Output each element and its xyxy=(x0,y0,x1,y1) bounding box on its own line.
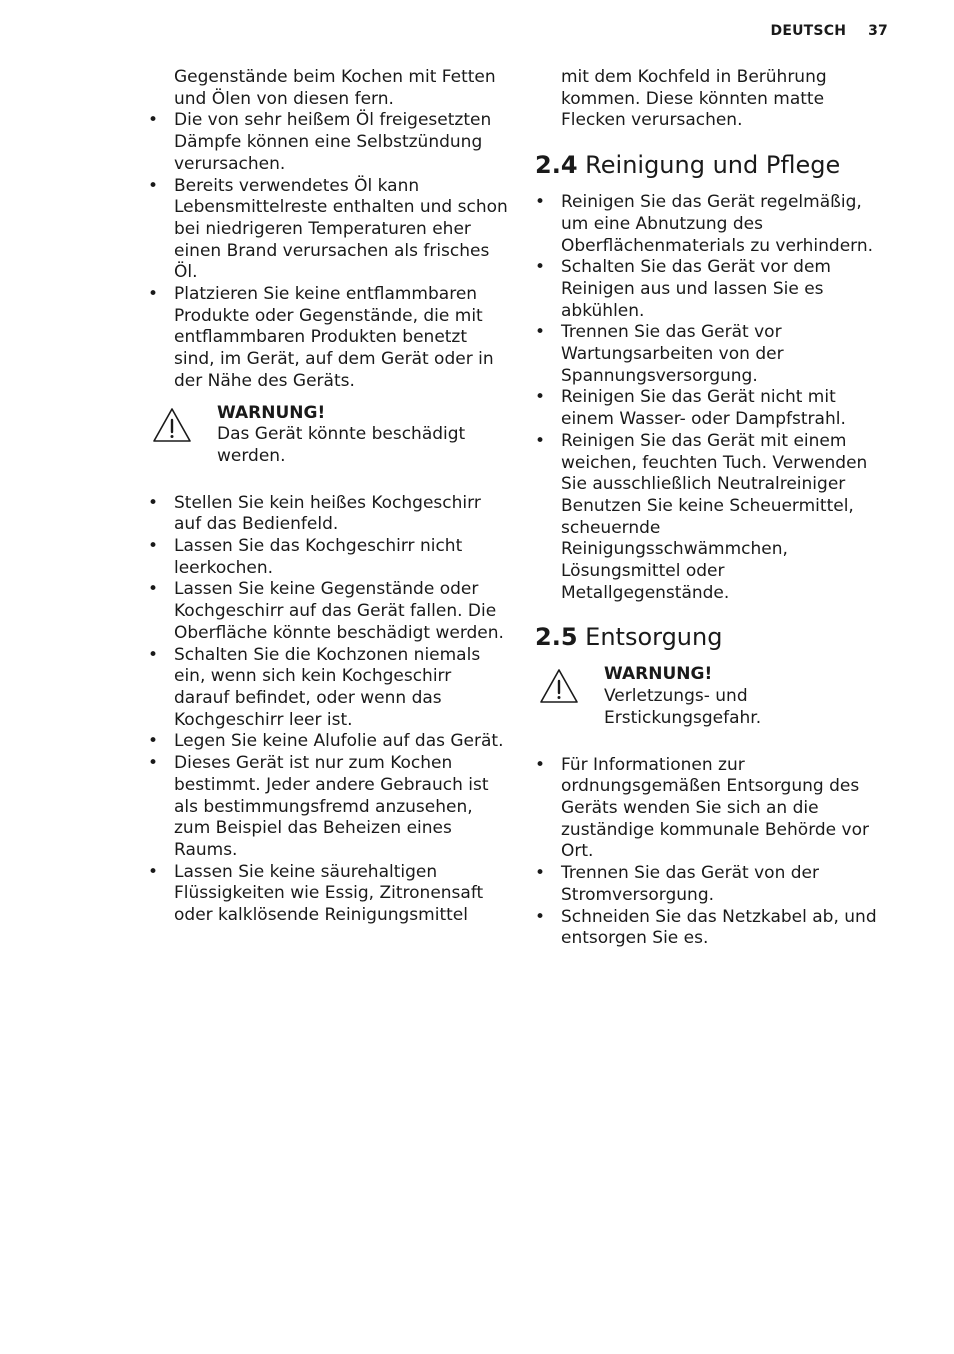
list-item: • Schalten Sie die Kochzonen niemals ein, wenn sich kein Kochgeschirr darauf befindet, oder wenn das Kochgeschirr leer ist. xyxy=(148,645,508,732)
list-item: • Trennen Sie das Gerät von der Stromversorgung. xyxy=(535,863,885,906)
list-item: • Schneiden Sie das Netzkabel ab, und entsorgen Sie es. xyxy=(535,907,885,950)
list-item: • Reinigen Sie das Gerät nicht mit einem Wasser- oder Dampfstrahl. xyxy=(535,387,885,430)
continuation-text: Gegenstände beim Kochen mit Fetten und Ölen von diesen fern. xyxy=(174,67,496,109)
right-column xyxy=(535,67,885,950)
bullet-list xyxy=(148,110,508,392)
list-item: • Legen Sie keine Alufolie auf das Gerät. xyxy=(148,731,508,753)
list-item: • Lassen Sie keine säurehaltigen Flüssigkeiten wie Essig, Zitronensaft oder kalklösende Reinigungsmittel xyxy=(148,862,508,927)
list-item: • Trennen Sie das Gerät vor Wartungsarbeiten von der Spannungsversorgung. xyxy=(535,322,885,387)
bullet-list xyxy=(535,192,885,604)
warning-title: WARNUNG! xyxy=(604,664,713,685)
section-number: 2.4 xyxy=(535,151,578,180)
page-number: 37 xyxy=(868,23,888,39)
list-item: • Lassen Sie das Kochgeschirr nicht leerkochen. xyxy=(148,536,508,579)
list-item: • Stellen Sie kein heißes Kochgeschirr auf das Bedienfeld. xyxy=(148,493,508,536)
section-title: Reinigung und Pflege xyxy=(585,151,841,180)
list-item: • Lassen Sie keine Gegenstände oder Kochgeschirr auf das Gerät fallen. Die Oberfläche könnte beschädigt werden. xyxy=(148,579,508,644)
warning-icon xyxy=(152,407,192,443)
bullet-list xyxy=(148,493,508,927)
warning-title: WARNUNG! xyxy=(217,402,326,423)
section-heading-disposal xyxy=(535,622,885,652)
warning-box xyxy=(148,403,508,468)
warning-text: Das Gerät könnte beschädigt werden. xyxy=(217,424,466,466)
list-item: • Bereits verwendetes Öl kann Lebensmittelreste enthalten und schon bei niedrigeren Temperaturen eher einen Brand verursachen als frisches Öl. xyxy=(148,176,508,285)
warning-icon xyxy=(539,668,579,704)
list-item: • Für Informationen zur ordnungsgemäßen Entsorgung des Geräts wenden Sie sich an die zuständige kommunale Behörde vor Ort. xyxy=(535,755,885,864)
list-item: • Dieses Gerät ist nur zum Kochen bestimmt. Jeder andere Gebrauch ist als bestimmungsfremd anzusehen, zum Beispiel das Beheizen eines Raums. xyxy=(148,753,508,862)
section-heading-cleaning xyxy=(535,150,885,180)
page-header xyxy=(771,23,888,39)
list-item: • Schalten Sie das Gerät vor dem Reinigen aus und lassen Sie es abkühlen. xyxy=(535,257,885,322)
section-number: 2.5 xyxy=(535,623,578,652)
list-item: • Reinigen Sie das Gerät mit einem weichen, feuchten Tuch. Verwenden Sie ausschließlich Neutralreiniger Benutzen Sie keine Scheuermittel, scheuernde Reinigungsschwämmchen, Lösungsmittel oder Metallgegenstände. xyxy=(535,431,885,605)
warning-text: Verletzungs- und Erstickungsgefahr. xyxy=(604,686,762,728)
language-label: DEUTSCH xyxy=(770,23,847,39)
list-item: • Platzieren Sie keine entflammbaren Produkte oder Gegenstände, die mit entflammbaren Produkten benetzt sind, im Gerät, auf dem Gerät oder in der Nähe des Geräts. xyxy=(148,284,508,393)
list-item: • Reinigen Sie das Gerät regelmäßig, um eine Abnutzung des Oberflächenmaterials zu verhindern. xyxy=(535,192,885,257)
continuation-text: mit dem Kochfeld in Berührung kommen. Diese könnten matte Flecken verursachen. xyxy=(561,67,827,131)
section-title: Entsorgung xyxy=(585,623,723,652)
left-column xyxy=(148,67,508,927)
list-item: • Die von sehr heißem Öl freigesetzten Dämpfe können eine Selbstzündung verursachen. xyxy=(148,110,508,175)
bullet-list xyxy=(535,755,885,950)
warning-box xyxy=(535,664,885,729)
